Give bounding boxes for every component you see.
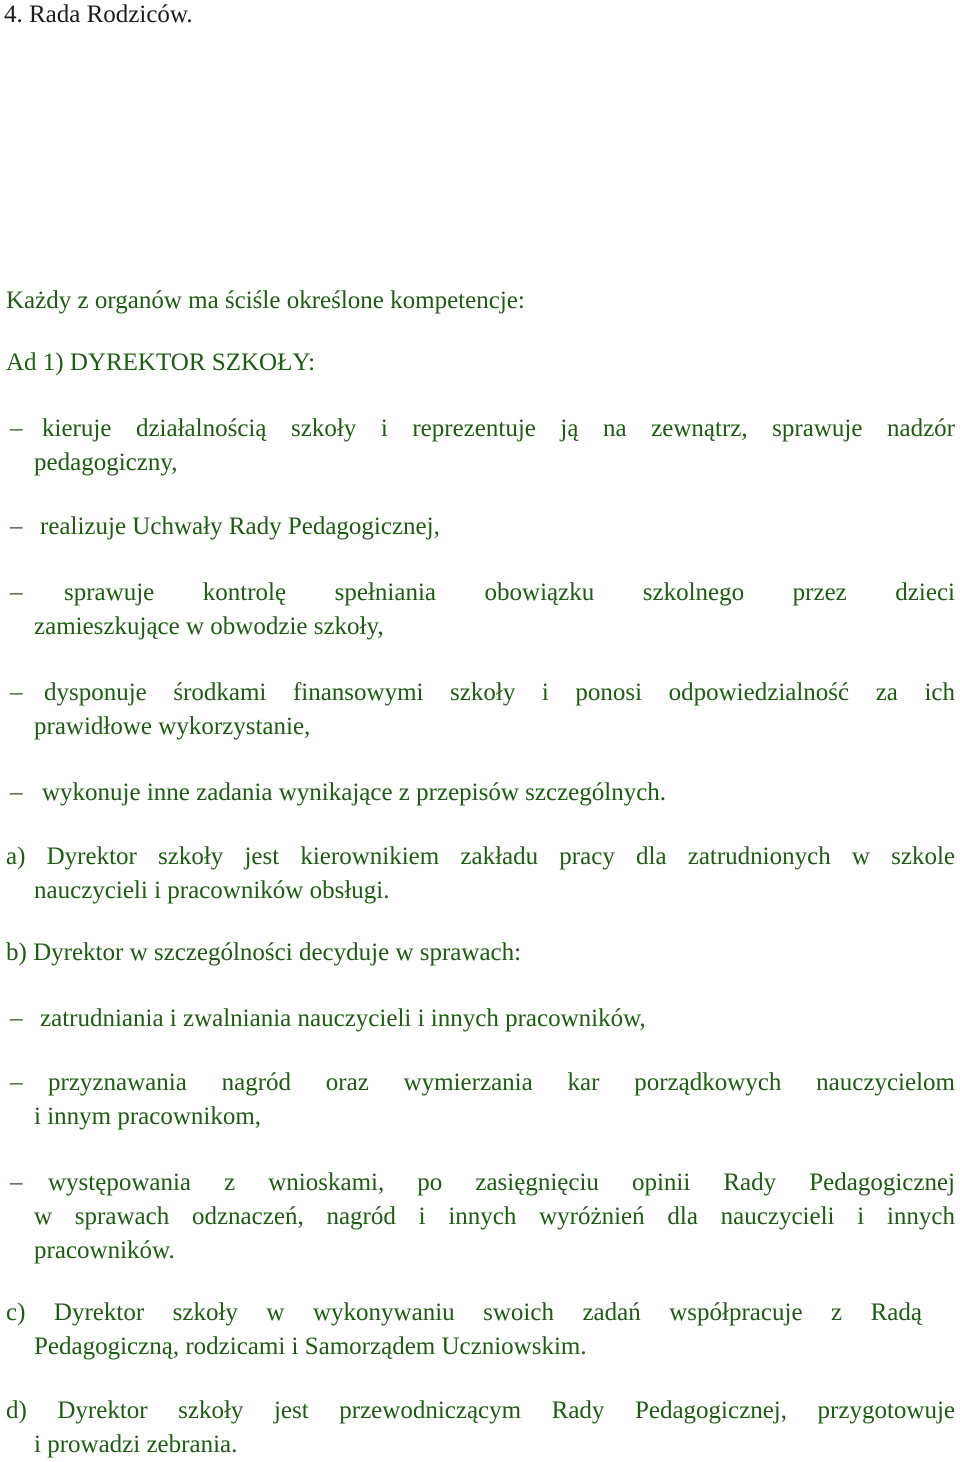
list-item xyxy=(10,1066,955,1134)
list-item-line: realizuje Uchwały Rady Pedagogicznej, xyxy=(40,513,440,540)
list-item-line: prawidłowe wykorzystanie, xyxy=(34,713,311,740)
point-d-line: i prowadzi zebrania. xyxy=(34,1431,238,1458)
intro-paragraph: Każdy z organów ma ściśle określone kompetencje: xyxy=(6,287,525,314)
point-d xyxy=(6,1394,955,1462)
dash-bullet: – xyxy=(10,415,23,442)
point-a-line: nauczycieli i pracowników obsługi. xyxy=(34,877,390,904)
point-a-line: a) Dyrektor szkoły jest kierownikiem zakładu pracy dla zatrudnionych w szkole xyxy=(6,843,955,870)
point-c-line: Pedagogiczną, rodzicami i Samorządem Uczniowskim. xyxy=(34,1333,587,1360)
point-d-line: d) Dyrektor szkoły jest przewodniczącym Rady Pedagogicznej, przygotowuje xyxy=(6,1397,955,1424)
section-heading: Ad 1) DYREKTOR SZKOŁY: xyxy=(6,349,316,376)
dash-bullet: – xyxy=(10,579,23,606)
point-b: b) Dyrektor w szczególności decyduje w sprawach: xyxy=(6,939,522,966)
list-item-rada-rodzicow: 4. Rada Rodziców. xyxy=(4,1,193,28)
list-item-line: dysponuje środkami finansowymi szkoły i ponosi odpowiedzialność za ich xyxy=(44,679,955,706)
point-c xyxy=(6,1296,922,1364)
point-a xyxy=(6,840,955,908)
list-item-line: wykonuje inne zadania wynikające z przepisów szczególnych. xyxy=(42,779,667,806)
dash-bullet: – xyxy=(10,679,23,706)
point-c-line: c) Dyrektor szkoły w wykonywaniu swoich zadań współpracuje z Radą xyxy=(6,1299,922,1326)
list-item-line: pracowników. xyxy=(34,1237,175,1264)
list-item-line: w sprawach odznaczeń, nagród i innych wyróżnień dla nauczycieli i innych xyxy=(34,1203,955,1230)
list-item xyxy=(10,412,955,480)
dash-bullet: – xyxy=(10,1169,23,1196)
list-item xyxy=(10,510,955,544)
dash-bullet: – xyxy=(10,779,23,806)
dash-bullet: – xyxy=(10,1069,23,1096)
list-item xyxy=(10,1002,955,1036)
list-item-line: i innym pracownikom, xyxy=(34,1103,262,1130)
list-item xyxy=(10,576,955,644)
list-item-line: sprawuje kontrolę spełniania obowiązku szkolnego przez dzieci xyxy=(64,579,955,606)
list-item-line: występowania z wnioskami, po zasięgnięciu opinii Rady Pedagogicznej xyxy=(48,1169,955,1196)
list-item-line: przyznawania nagród oraz wymierzania kar porządkowych nauczycielom xyxy=(48,1069,955,1096)
dash-bullet: – xyxy=(10,1005,23,1032)
list-item-line: pedagogiczny, xyxy=(34,449,178,476)
dash-bullet: – xyxy=(10,513,23,540)
list-item xyxy=(10,676,955,744)
list-item xyxy=(10,776,955,810)
list-item xyxy=(10,1166,955,1268)
list-item-line: kieruje działalnością szkoły i reprezentuje ją na zewnątrz, sprawuje nadzór xyxy=(42,415,955,442)
list-item-line: zamieszkujące w obwodzie szkoły, xyxy=(34,613,384,640)
list-item-line: zatrudniania i zwalniania nauczycieli i innych pracowników, xyxy=(40,1005,646,1032)
